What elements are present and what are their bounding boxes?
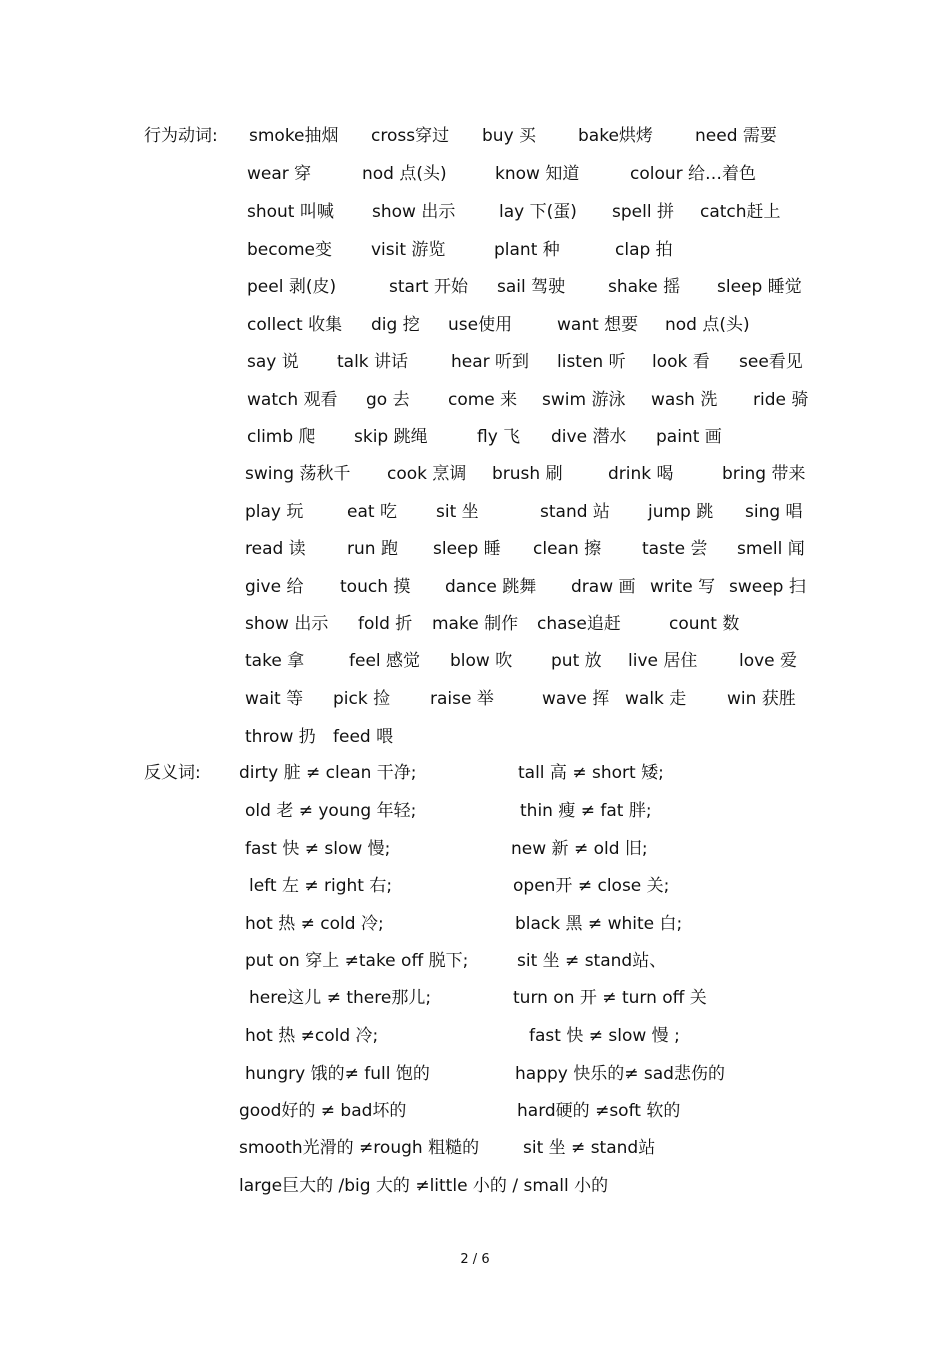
verbs-entry: bring 带来	[722, 464, 806, 484]
verbs-entry: give 给	[245, 577, 304, 597]
verbs-entry: colour 给…着色	[630, 164, 757, 184]
antonyms-entry: thin 瘦 ≠ fat 胖;	[520, 801, 652, 821]
verbs-entry: wait 等	[245, 689, 304, 709]
verbs-entry: show 出示	[372, 202, 456, 222]
antonyms-entry: fast 快 ≠ slow 慢 ;	[529, 1026, 680, 1046]
verbs-entry: catch赶上	[700, 202, 781, 222]
antonyms-entry: sit 坐 ≠ stand站	[523, 1138, 656, 1158]
verbs-entry: plant 种	[494, 240, 560, 260]
verbs-entry: count 数	[669, 614, 740, 634]
page-number: 2 / 6	[460, 1252, 490, 1267]
antonyms-entry: open开 ≠ close 关;	[513, 876, 670, 896]
antonyms-entry: old 老 ≠ young 年轻;	[245, 801, 417, 821]
verbs-entry: sleep 睡	[433, 539, 501, 559]
verbs-entry: fly 飞	[477, 427, 521, 447]
verbs-entry: take 拿	[245, 651, 305, 671]
verbs-entry: stand 站	[540, 502, 610, 522]
verbs-entry: feed 喂	[333, 727, 394, 747]
verbs-entry: show 出示	[245, 614, 329, 634]
verbs-entry: wave 挥	[542, 689, 610, 709]
verbs-entry: look 看	[652, 352, 710, 372]
verbs-entry: pick 捡	[333, 689, 391, 709]
antonyms-entry: dirty 脏 ≠ clean 干净;	[239, 763, 417, 783]
verbs-entry: lay 下(蛋)	[499, 202, 577, 222]
verbs-entry: nod 点(头)	[362, 164, 447, 184]
verbs-entry: climb 爬	[247, 427, 316, 447]
verbs-entry: wear 穿	[247, 164, 312, 184]
verbs-entry: fold 折	[358, 614, 413, 634]
verbs-entry: say 说	[247, 352, 299, 372]
verbs-entry: read 读	[245, 539, 306, 559]
verbs-entry: cross穿过	[371, 126, 450, 146]
verbs-entry: love 爱	[739, 651, 798, 671]
antonyms-entry: black 黑 ≠ white 白;	[515, 914, 683, 934]
verbs-entry: buy 买	[482, 126, 537, 146]
verbs-entry: ride 骑	[753, 390, 809, 410]
antonyms-entry: sit 坐 ≠ stand站、	[517, 951, 667, 971]
antonyms-entry: hard硬的 ≠soft 软的	[517, 1101, 681, 1121]
verbs-entry: shake 摇	[608, 277, 681, 297]
verbs-entry: shout 叫喊	[247, 202, 334, 222]
verbs-entry: use使用	[448, 315, 513, 335]
verbs-entry: peel 剥(皮)	[247, 277, 337, 297]
verbs-entry: run 跑	[347, 539, 398, 559]
verbs-entry: win 获胜	[727, 689, 796, 709]
antonyms-entry: left 左 ≠ right 右;	[249, 876, 393, 896]
antonyms-entry: turn on 开 ≠ turn off 关	[513, 988, 707, 1008]
verbs-entry: play 玩	[245, 502, 304, 522]
verbs-entry: chase追赶	[537, 614, 621, 634]
verbs-entry: skip 跳绳	[354, 427, 428, 447]
antonyms-entry: happy 快乐的≠ sad悲伤的	[515, 1064, 725, 1084]
verbs-entry: go 去	[366, 390, 410, 410]
verbs-entry: see看见	[739, 352, 803, 372]
verbs-entry: bake烘烤	[578, 126, 653, 146]
verbs-entry: listen 听	[557, 352, 626, 372]
verbs-entry: throw 扔	[245, 727, 316, 747]
verbs-entry: come 来	[448, 390, 518, 410]
verbs-entry: drink 喝	[608, 464, 674, 484]
verbs-entry: swim 游泳	[542, 390, 626, 410]
antonyms-entry: hot 热 ≠cold 冷;	[245, 1026, 379, 1046]
verbs-entry: clean 擦	[533, 539, 602, 559]
verbs-entry: draw 画	[571, 577, 636, 597]
verbs-entry: touch 摸	[340, 577, 411, 597]
verbs-entry: want 想要	[557, 315, 639, 335]
verbs-entry: nod 点(头)	[665, 315, 750, 335]
antonyms-entry: good好的 ≠ bad坏的	[239, 1101, 407, 1121]
verbs-entry: visit 游览	[371, 240, 446, 260]
antonyms-entry: hot 热 ≠ cold 冷;	[245, 914, 384, 934]
verbs-entry: sleep 睡觉	[717, 277, 802, 297]
verbs-entry: taste 尝	[642, 539, 708, 559]
verbs-entry: know 知道	[495, 164, 580, 184]
verbs-entry: put 放	[551, 651, 602, 671]
verbs-entry: blow 吹	[450, 651, 513, 671]
verbs-entry: smoke抽烟	[249, 126, 339, 146]
verbs-entry: sing 唱	[745, 502, 803, 522]
verbs-entry: become变	[247, 240, 333, 260]
verbs-entry: sail 驾驶	[497, 277, 566, 297]
antonyms-entry: large巨大的 /big 大的 ≠little 小的 / small 小的	[239, 1176, 609, 1196]
verbs-entry: make 制作	[432, 614, 519, 634]
verbs-entry: watch 观看	[247, 390, 338, 410]
antonyms-entry: fast 快 ≠ slow 慢;	[245, 839, 391, 859]
verbs-entry: brush 刷	[492, 464, 563, 484]
verbs-entry: raise 举	[430, 689, 494, 709]
verbs-entry: sit 坐	[436, 502, 479, 522]
verbs-entry: walk 走	[625, 689, 687, 709]
verbs-entry: collect 收集	[247, 315, 343, 335]
antonyms-entry: tall 高 ≠ short 矮;	[518, 763, 664, 783]
verbs-entry: smell 闻	[737, 539, 805, 559]
verbs-entry: swing 荡秋千	[245, 464, 351, 484]
verbs-section-label: 行为动词:	[144, 126, 218, 146]
verbs-entry: spell 拼	[612, 202, 674, 222]
antonyms-entry: smooth光滑的 ≠rough 粗糙的	[239, 1138, 480, 1158]
antonyms-entry: here这儿 ≠ there那儿;	[249, 988, 432, 1008]
verbs-entry: hear 听到	[451, 352, 530, 372]
verbs-entry: dive 潜水	[551, 427, 627, 447]
verbs-entry: sweep 扫	[729, 577, 806, 597]
verbs-entry: talk 讲话	[337, 352, 409, 372]
verbs-entry: eat 吃	[347, 502, 397, 522]
verbs-entry: jump 跳	[648, 502, 714, 522]
verbs-entry: write 写	[650, 577, 716, 597]
verbs-entry: paint 画	[656, 427, 722, 447]
antonyms-entry: hungry 饿的≠ full 饱的	[245, 1064, 430, 1084]
verbs-entry: start 开始	[389, 277, 468, 297]
antonyms-entry: put on 穿上 ≠take off 脱下;	[245, 951, 469, 971]
verbs-entry: need 需要	[695, 126, 777, 146]
verbs-entry: clap 拍	[615, 240, 673, 260]
verbs-entry: dig 挖	[371, 315, 420, 335]
verbs-entry: dance 跳舞	[445, 577, 537, 597]
verbs-entry: wash 洗	[651, 390, 718, 410]
verbs-entry: live 居住	[628, 651, 698, 671]
verbs-entry: cook 烹调	[387, 464, 467, 484]
antonyms-entry: new 新 ≠ old 旧;	[511, 839, 648, 859]
antonyms-section-label: 反义词:	[144, 763, 201, 783]
verbs-entry: feel 感觉	[349, 651, 421, 671]
